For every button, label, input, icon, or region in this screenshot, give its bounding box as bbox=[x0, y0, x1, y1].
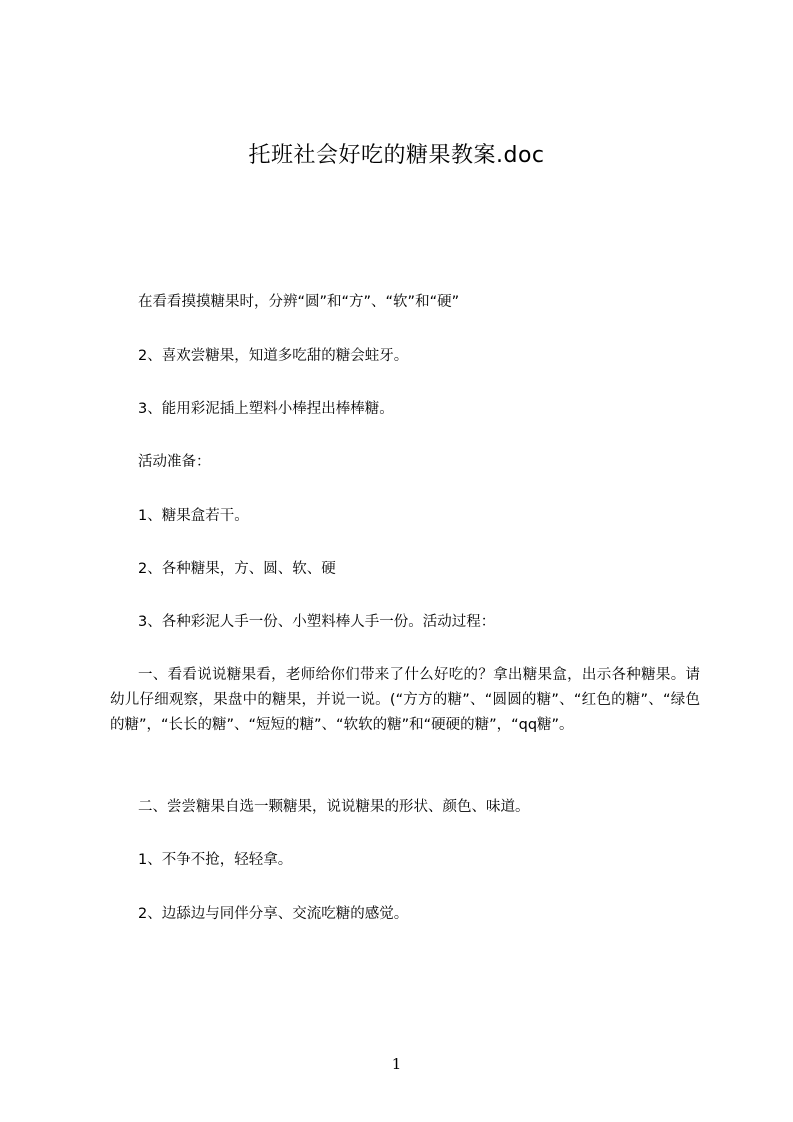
paragraph-process-1: 一、看看说说糖果看，老师给你们带来了什么好吃的？拿出糖果盒，出示各种糖果。请幼儿仔细观察，果盘中的糖果，并说一说。(“方方的糖”、“圆圆的糖”、“红色的糖”、“绿色的糖”，“长长的糖”、“短短的糖”、“软软的糖”和“硬硬的糖”，“qq糖”。 bbox=[110, 667, 700, 733]
document-title: 托班社会好吃的糖果教案.doc bbox=[248, 143, 545, 168]
paragraph-process-2-step-2: 2、边舔边与同伴分享、交流吃糖的感觉。 bbox=[138, 906, 409, 922]
paragraph-preparation-3: 3、各种彩泥人手一份、小塑料棒人手一份。活动过程： bbox=[138, 614, 496, 630]
paragraph-process-2: 二、尝尝糖果自选一颗糖果，说说糖果的形状、颜色、味道。 bbox=[138, 799, 530, 815]
paragraph-objective-2: 2、喜欢尝糖果，知道多吃甜的糖会蛀牙。 bbox=[138, 348, 409, 364]
paragraph-process-2-step-1: 1、不争不抢，轻轻拿。 bbox=[138, 852, 293, 868]
paragraph-objective-3: 3、能用彩泥插上塑料小棒捏出棒棒糖。 bbox=[138, 401, 394, 417]
page-number: 1 bbox=[391, 1055, 402, 1073]
paragraph-objective-1: 在看看摸摸糖果时，分辨“圆”和“方”、“软”和“硬” bbox=[138, 294, 460, 310]
paragraph-preparation-1: 1、糖果盒若干。 bbox=[138, 508, 249, 524]
paragraph-preparation-heading: 活动准备： bbox=[138, 454, 211, 470]
paragraph-preparation-2: 2、各种糖果，方、圆、软、硬 bbox=[138, 561, 336, 577]
